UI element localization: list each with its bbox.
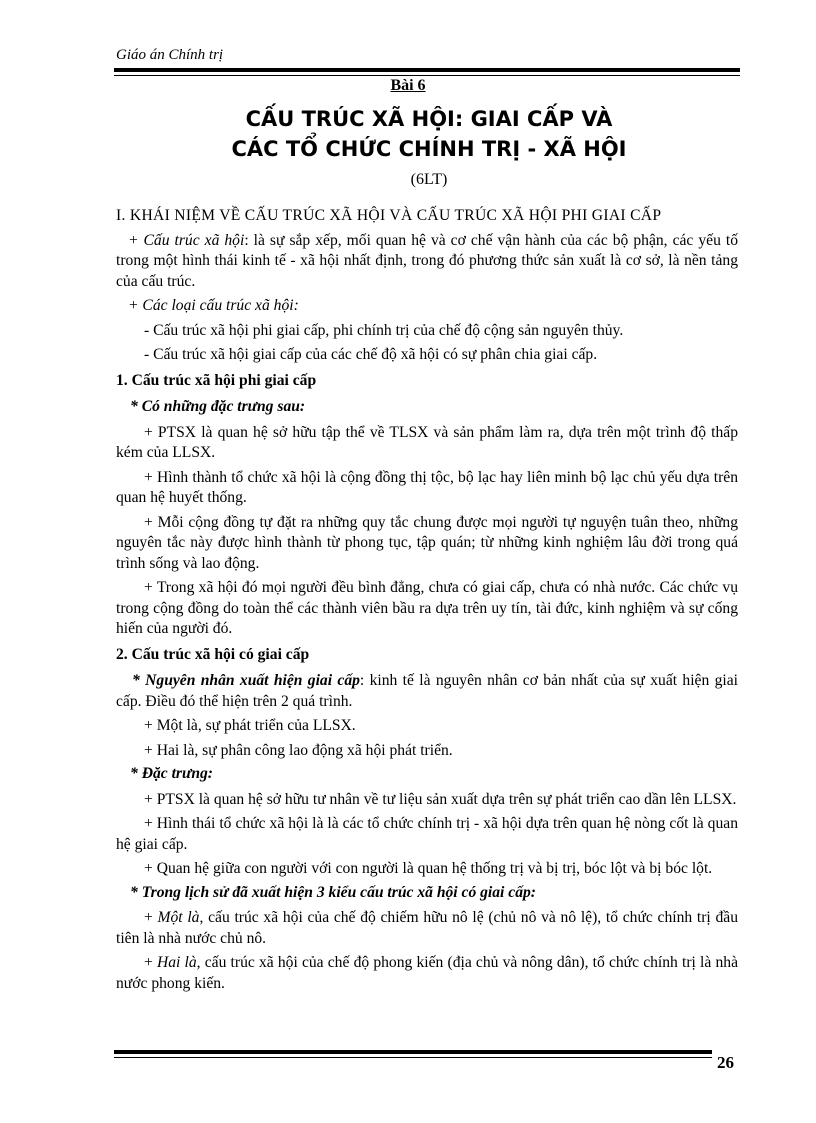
text: , cấu trúc xã hội của chế độ phong kiến (địa chủ và nông dân), tổ chức chính trị là nhà nước phong kiến.: [116, 954, 738, 992]
text: : kinh tế là nguyên nhân cơ bản nhất của sự xuất hiện giai cấp. Điều đó thể hiện trên 2 quá trình.: [116, 672, 738, 710]
paragraph: [116, 231, 738, 293]
list-item: + Hai là, sự phân công lao động xã hội phát triển.: [144, 741, 453, 759]
subsection-heading: 2. Cấu trúc xã hội có giai cấp: [116, 645, 310, 663]
section-heading: I. KHÁI NIỆM VỀ CẤU TRÚC XÃ HỘI VÀ CẤU TRÚC XÃ HỘI PHI GIAI CẤP: [116, 207, 662, 224]
text: : là sự sắp xếp, mối quan hệ và cơ chế vận hành của các bộ phận, các yếu tố trong một hình thái kinh tế - xã hội nhất định, trong đó phương thức sản xuất là cơ sở, là nền tảng của cấu trúc.: [116, 231, 738, 290]
list-item: [116, 908, 738, 949]
page-title: [0, 104, 816, 164]
paragraph: [116, 671, 738, 712]
list-item: + Hình thái tổ chức xã hội là là các tổ chức chính trị - xã hội dựa trên quan hệ nòng cốt là quan hệ giai cấp.: [116, 815, 738, 853]
document-body: [116, 206, 738, 994]
subheading: * Có những đặc trưng sau:: [130, 398, 306, 415]
term: Một là: [157, 909, 200, 926]
lesson-label: Bài 6: [390, 77, 426, 94]
list-item: + Mỗi cộng đồng tự đặt ra những quy tắc chung được mọi người tự nguyện tuân theo, những nguyên tắc này được hình thành từ phong tục, tập quán; từ những kinh nghiệm lâu đời trong quá trình sống và lao động.: [116, 513, 738, 572]
text: , cấu trúc xã hội của chế độ chiếm hữu nô lệ (chủ nô và nô lệ), tổ chức chính trị đầu tiên là nhà nước chủ nô.: [116, 909, 738, 947]
list-item: + Quan hệ giữa con người với con người là quan hệ thống trị và bị trị, bóc lột và bị bóc lột.: [144, 860, 713, 877]
paragraph: + Các loại cấu trúc xã hội:: [128, 297, 299, 314]
footer-rule: [114, 1050, 712, 1058]
list-item: + Một là, sự phát triển của LLSX.: [144, 717, 356, 734]
list-item: - Cấu trúc xã hội phi giai cấp, phi chính trị của chế độ cộng sản nguyên thủy.: [144, 321, 624, 339]
term: Hai là: [156, 954, 197, 971]
term: + Cấu trúc xã hội: [128, 231, 245, 249]
running-header: Giáo án Chính trị: [116, 47, 224, 63]
title-line-1: CẤU TRÚC XÃ HỘI: GIAI CẤP VÀ: [245, 107, 613, 131]
list-item: + PTSX là quan hệ sở hữu tập thể về TLSX và sản phẩm làm ra, dựa trên một trình độ thấp kém của LLSX.: [116, 423, 738, 461]
list-item: - Cấu trúc xã hội giai cấp của các chế độ xã hội có sự phân chia giai cấp.: [144, 346, 598, 363]
subheading: * Đặc trưng:: [130, 765, 213, 782]
list-item: + Trong xã hội đó mọi người đều bình đẳng, chưa có giai cấp, chưa có nhà nước. Các chức vụ trong cộng đồng do toàn thể các thành viên bầu ra dựa trên uy tín, tài đức, kinh nghiệm và sự cống hiến của người đó.: [116, 579, 738, 637]
subsection-heading: 1. Cấu trúc xã hội phi giai cấp: [116, 371, 317, 389]
list-item: + Hình thành tổ chức xã hội là cộng đồng thị tộc, bộ lạc hay liên minh bộ lạc chủ yếu dựa trên quan hệ huyết thống.: [116, 468, 738, 506]
header-rule: [114, 68, 740, 76]
term: * Nguyên nhân xuất hiện giai cấp: [132, 672, 360, 689]
title-line-2: CÁC TỔ CHỨC CHÍNH TRỊ - XÃ HỘI: [231, 137, 627, 161]
lesson-number: [0, 77, 816, 95]
subheading: * Trong lịch sử đã xuất hiện 3 kiểu cấu trúc xã hội có giai cấp:: [130, 883, 537, 901]
list-item: + PTSX là quan hệ sở hữu tư nhân về tư liệu sản xuất dựa trên sự phát triển cao dần lên LLSX.: [144, 790, 737, 808]
list-item: [116, 953, 738, 994]
periods: (6LT): [410, 171, 448, 188]
bullet: +: [144, 954, 157, 971]
bullet: +: [144, 909, 158, 926]
page-number: 26: [717, 1053, 734, 1072]
